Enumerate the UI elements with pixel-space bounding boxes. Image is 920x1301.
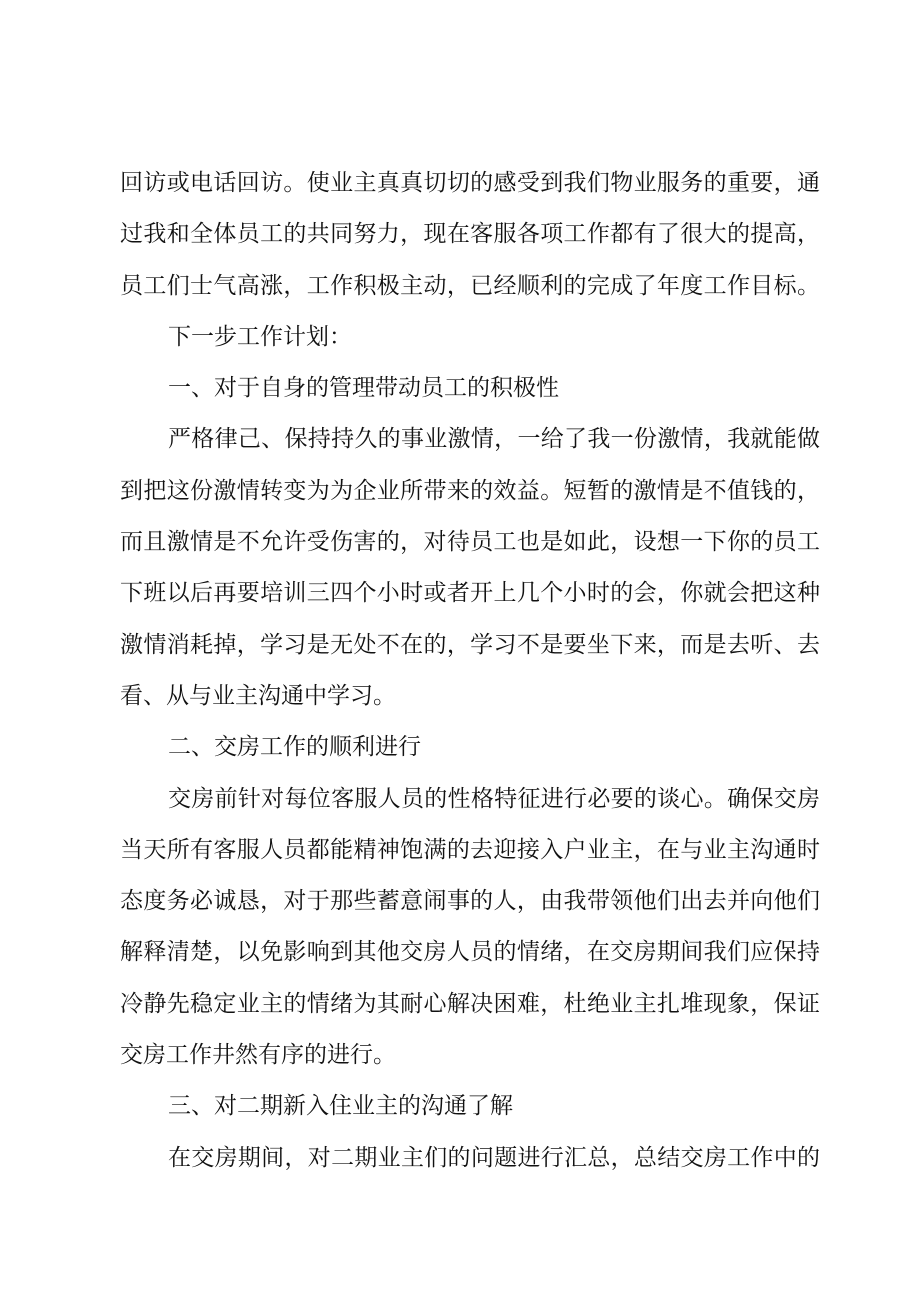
paragraph-line: 交房前针对每位客服人员的性格特征进行必要的谈心。确保交房 [168, 785, 820, 812]
paragraph-line: 而且激情是不允许受伤害的，对待员工也是如此，设想一下你的员工 [120, 529, 820, 556]
section-heading: 一、对于自身的管理带动员工的积极性 [168, 375, 559, 402]
paragraph-line: 看、从与业主沟通中学习。 [120, 682, 396, 709]
paragraph-line: 激情消耗掉，学习是无处不在的，学习不是要坐下来，而是去听、去 [120, 631, 820, 658]
paragraph-line: 态度务必诚恳，对于那些蓄意闹事的人，由我带领他们出去并向他们 [120, 888, 820, 915]
section-heading: 下一步工作计划： [168, 323, 352, 350]
paragraph-line: 解释清楚，以免影响到其他交房人员的情绪，在交房期间我们应保持 [120, 939, 820, 966]
paragraph-line: 员工们士气高涨，工作积极主动，已经顺利的完成了年度工作目标。 [120, 272, 820, 299]
paragraph-line: 到把这份激情转变为为企业所带来的效益。短暂的激情是不值钱的， [120, 477, 820, 504]
paragraph-line: 交房工作井然有序的进行。 [120, 1042, 396, 1069]
paragraph-line: 在交房期间，对二期业主们的问题进行汇总，总结交房工作中的 [168, 1144, 820, 1171]
paragraph-line: 冷静先稳定业主的情绪为其耐心解决困难，杜绝业主扎堆现象，保证 [120, 990, 820, 1017]
document-body [120, 158, 820, 1184]
paragraph-line: 当天所有客服人员都能精神饱满的去迎接入户业主，在与业主沟通时 [120, 836, 820, 863]
paragraph-line: 回访或电话回访。使业主真真切切的感受到我们物业服务的重要，通 [120, 170, 820, 196]
paragraph-line: 严格律己、保持持久的事业激情，一给了我一份激情，我就能做 [168, 426, 820, 453]
paragraph-line: 过我和全体员工的共同努力，现在客服各项工作都有了很大的提高， [120, 221, 820, 248]
section-heading: 二、交房工作的顺利进行 [168, 734, 421, 761]
section-heading: 三、对二期新入住业主的沟通了解 [168, 1093, 513, 1120]
paragraph-line: 下班以后再要培训三四个小时或者开上几个小时的会，你就会把这种 [120, 580, 820, 607]
